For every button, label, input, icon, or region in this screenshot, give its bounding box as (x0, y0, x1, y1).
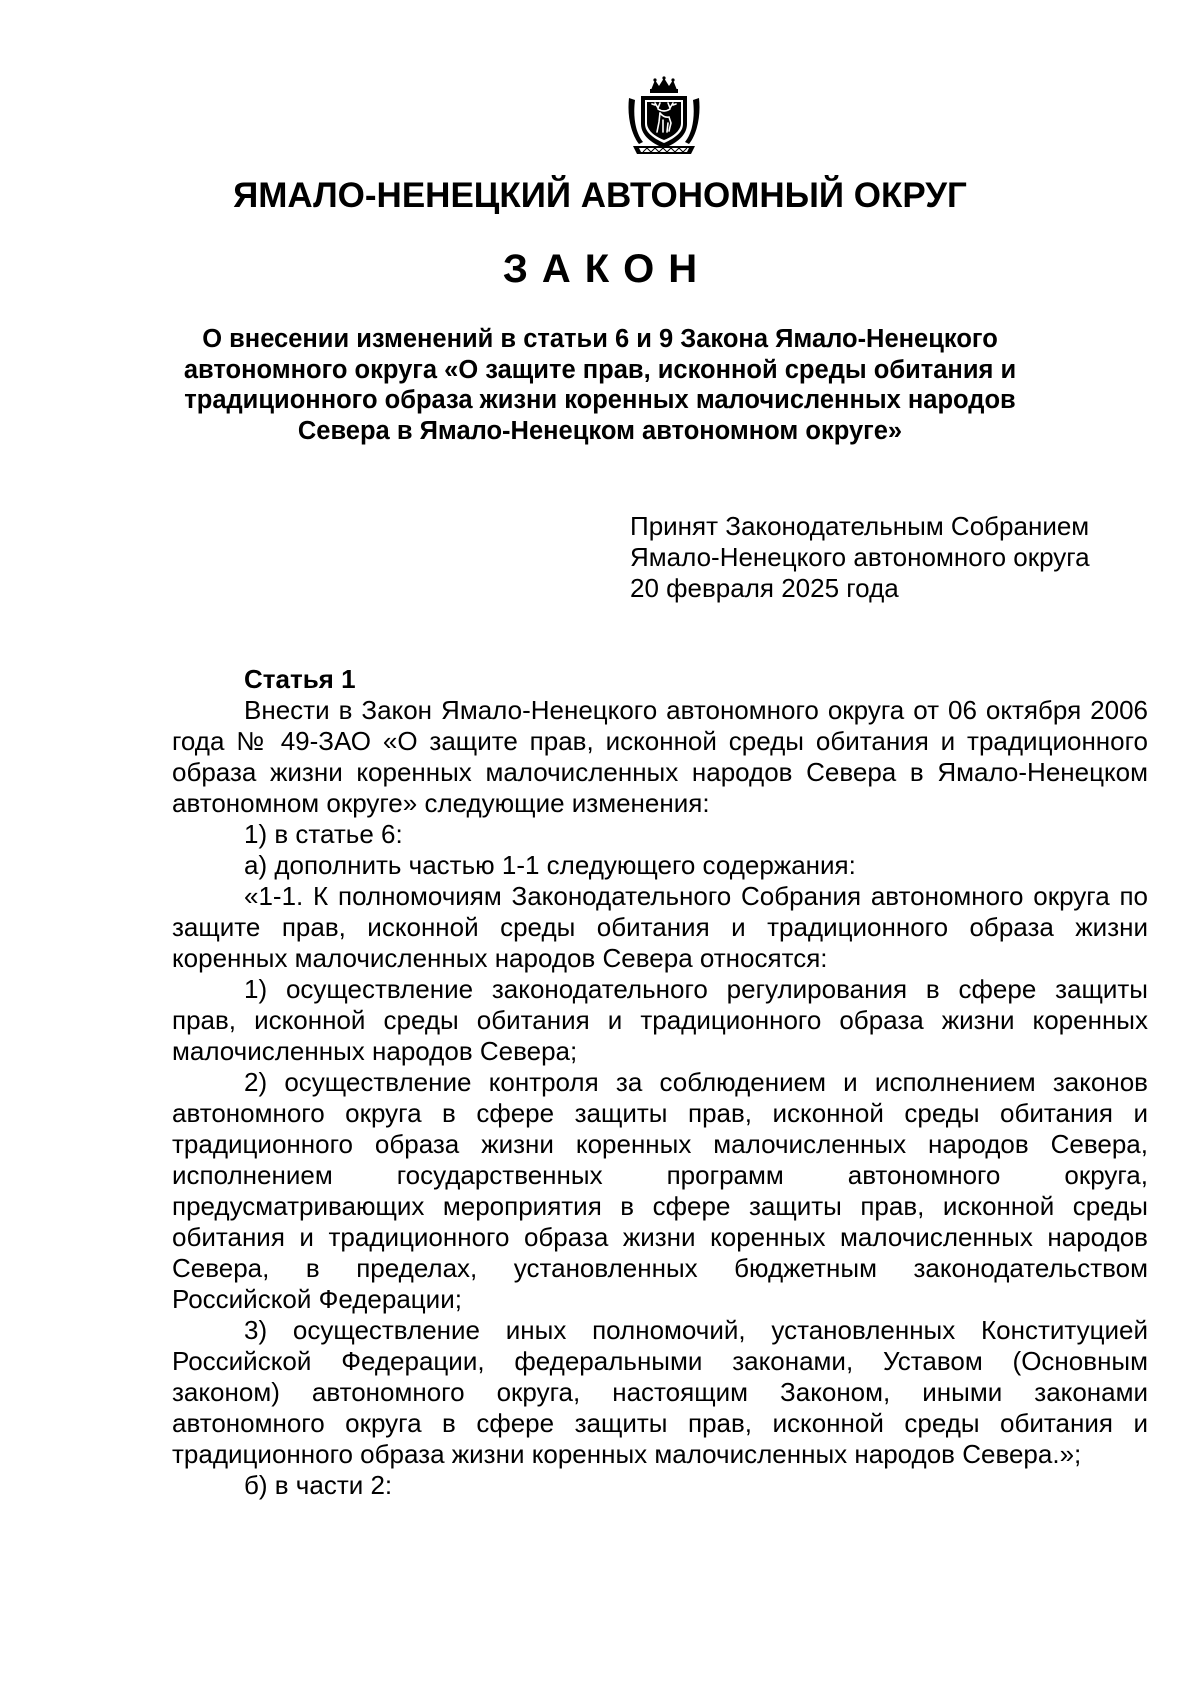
adoption-line: Ямало-Ненецкого автономного округа (630, 542, 1090, 572)
coat-of-arms-emblem (625, 76, 703, 158)
article-paragraph: 1) в статье 6: (244, 819, 403, 849)
article-paragraph: б) в части 2: (244, 1470, 393, 1500)
adoption-line: Принят Законодательным Собранием (630, 511, 1090, 541)
article-paragraph: Внести в Закон Ямало-Ненецкого автономного округа от 06 октября 2006 года № 49-ЗАО «О защите прав, исконной среды обитания и традиционного образа жизни коренных малочисленных народов Севера в Ямало-Ненецком автономном округе» следующие изменения: (172, 695, 1148, 818)
shield-icon (641, 96, 687, 148)
crown-icon (650, 76, 678, 93)
article-body (172, 664, 1148, 1501)
article-paragraph: «1-1. К полномочиям Законодательного Собрания автономного округа по защите прав, исконной среды обитания и традиционного образа жизни коренных малочисленных народов Севера относятся: (172, 881, 1148, 973)
article-paragraph: 2) осуществление контроля за соблюдением и исполнением законов автономного округа в сфере защиты прав, исконной среды обитания и традиционного образа жизни коренных малочисленных народов Севера, исполнением государственных программ автономного округа, предусматривающих мероприятия в сфере защиты прав, исконной среды обитания и традиционного образа жизни коренных малочисленных народов Севера, в пределах, установленных бюджетным законодательством Российской Федерации; (172, 1067, 1148, 1314)
article-paragraph: а) дополнить частью 1-1 следующего содержания: (244, 850, 856, 880)
adoption-date: 20 февраля 2025 года (630, 573, 899, 603)
article-paragraph: 3) осуществление иных полномочий, установленных Конституцией Российской Федерации, федеральными законами, Уставом (Основным законом) автономного округа, настоящим Законом, иными законами автономного округа в сфере защиты прав, исконной среды обитания и традиционного образа жизни коренных малочисленных народов Севера.»; (172, 1315, 1148, 1469)
article-heading: Статья 1 (244, 664, 356, 694)
region-title: ЯМАЛО-НЕНЕЦКИЙ АВТОНОМНЫЙ ОКРУГ (233, 176, 967, 215)
law-subject: О внесении изменений в статьи 6 и 9 Закона Ямало-Ненецкого автономного округа «О защите прав, исконной среды обитания и традиционного образа жизни коренных малочисленных народов Севера в Ямало-Ненецком автономном округе» (183, 325, 1017, 445)
law-title: ЗАКОН (502, 247, 712, 291)
article-paragraph: 1) осуществление законодательного регулирования в сфере защиты прав, исконной среды обитания и традиционного образа жизни коренных малочисленных народов Севера; (172, 974, 1148, 1066)
adoption-block (630, 511, 1150, 604)
